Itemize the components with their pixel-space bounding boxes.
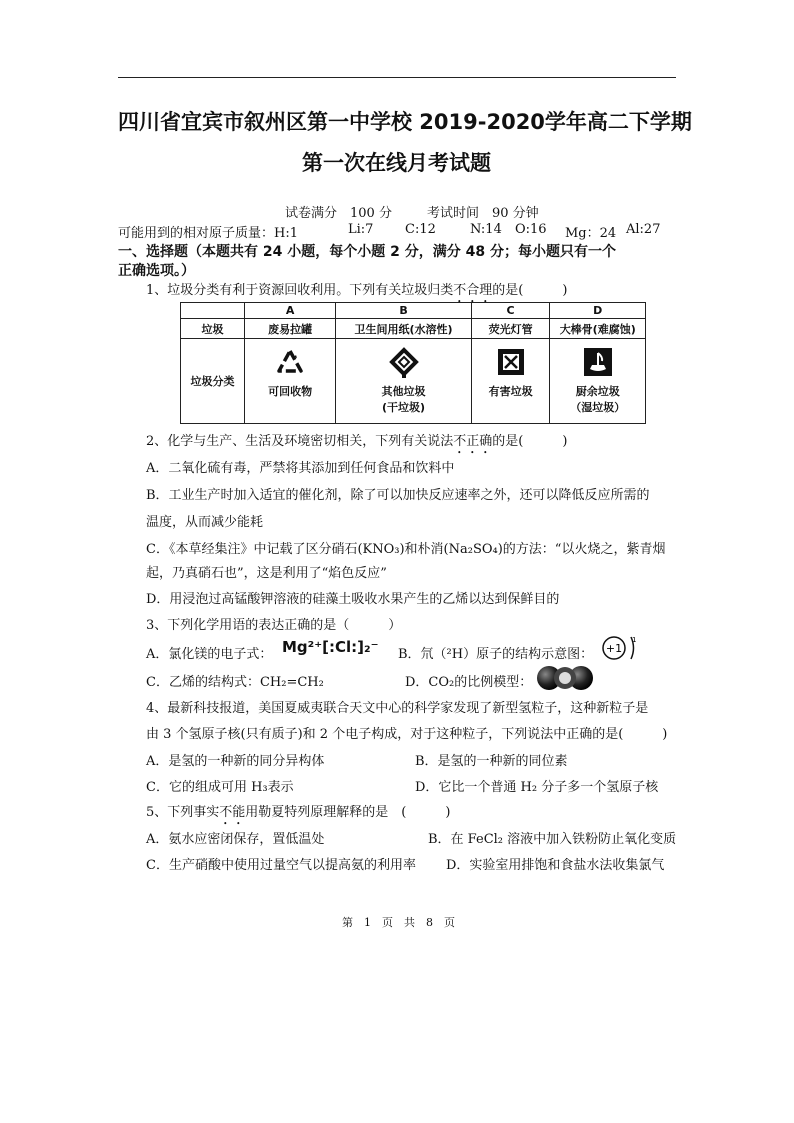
q5-stem-post: 用勒夏特列原理解释的是 ( ): [245, 805, 451, 820]
q4-option-a: A．是氢的一种新的同分异构体: [146, 754, 325, 769]
q3-option-b: B．氘（²H）原子的结构示意图：: [398, 647, 594, 662]
atomic-mass-li: Li:7: [348, 222, 374, 237]
time-info: 考试时间 90 分钟: [427, 206, 539, 221]
q5-option-c: C．生产硝酸中使用过量空气以提高氨的利用率: [146, 858, 416, 873]
q2-option-a: A．二氧化硫有毒，严禁将其添加到任何食品和饮料中: [146, 461, 455, 476]
atomic-mass-al: Al:27: [626, 222, 661, 237]
waste-table: [180, 302, 646, 424]
cell-d2-label: 厨余垃圾: [575, 385, 620, 398]
q5-option-a: A．氨水应密闭保存，置低温处: [146, 832, 325, 847]
q2-stem: [146, 430, 567, 457]
cell-c1: 荧光灯管: [471, 319, 550, 339]
co2-space-filling-model: [536, 664, 594, 692]
q2-option-d: D．用浸泡过高锰酸钾溶液的硅藻土吸收水果产生的乙烯以达到保鲜目的: [146, 592, 560, 607]
q1-stem-pre: 1、垃圾分类有利于资源回收利用。下列有关垃圾归类: [146, 283, 454, 298]
q2-option-c-line2: 起，乃真硝石也”，这是利用了“焰色反应”: [146, 566, 387, 581]
page-footer: 第 1 页 共 8 页: [342, 916, 455, 929]
col-a: A: [245, 303, 336, 319]
cell-d2: [550, 339, 646, 424]
q3-option-d: D．CO₂的比例模型：: [405, 675, 533, 690]
q2-stem-emph: 不正确: [453, 434, 493, 449]
table-row: [181, 339, 646, 424]
cell-a2: [245, 339, 336, 424]
header-rule: [118, 77, 676, 78]
other-waste-icon: [387, 347, 421, 379]
cell-b2: [336, 339, 471, 424]
svg-text:1: 1: [632, 636, 637, 644]
q5-option-d: D．实验室用排饱和食盐水法收集氯气: [446, 858, 665, 873]
cell-b2-label: 其他垃圾: [381, 385, 426, 398]
hazardous-icon: [494, 347, 528, 379]
q3-option-c: C．乙烯的结构式：CH₂=CH₂: [146, 675, 324, 690]
section-heading-line1: 一、选择题（本题共有 24 小题，每个小题 2 分，满分 48 分；每小题只有一个: [118, 244, 616, 260]
table-header-row: [181, 303, 646, 319]
q2-option-b-line1: B．工业生产时加入适宜的催化剂，除了可以加快反应速率之外，还可以降低反应所需的: [146, 488, 650, 503]
nucleus-charge: +1: [605, 642, 623, 655]
row-label-category: 垃圾分类: [181, 339, 245, 424]
row-label-trash: 垃圾: [181, 319, 245, 339]
q4-stem-line1: 4、最新科技报道，美国夏威夷联合天文中心的科学家发现了新型氢粒子，这种新粒子是: [146, 701, 649, 716]
cell-c2: [471, 339, 550, 424]
q5-stem: [146, 801, 450, 828]
q5-option-b: B．在 FeCl₂ 溶液中加入铁粉防止氧化变质: [428, 832, 677, 847]
atomic-mass-mg: Mg：24: [565, 226, 617, 241]
q3-stem: 3、下列化学用语的表达正确的是（ ）: [146, 618, 402, 633]
cell-b1: 卫生间用纸(水溶性): [336, 319, 471, 339]
score-info: 试卷满分 100 分: [285, 206, 392, 221]
q4-option-c: C．它的组成可用 H₃表示: [146, 780, 294, 795]
cell-a2-label: 可回收物: [268, 385, 313, 398]
cell-d1: 大棒骨(难腐蚀): [550, 319, 646, 339]
table-corner: [181, 303, 245, 319]
q2-stem-pre: 2、化学与生产、生活及环境密切相关，下列有关说法: [146, 434, 454, 449]
col-d: D: [550, 303, 646, 319]
q2-option-b-line2: 温度，从而减少能耗: [146, 515, 264, 530]
q5-stem-pre: 5、下列事实: [146, 805, 220, 820]
title-line1: 四川省宜宾市叙州区第一中学校 2019-2020学年高二下学期: [118, 110, 692, 134]
section-heading-line2: 正确选项。）: [118, 263, 195, 279]
col-c: C: [471, 303, 550, 319]
atomic-mass-o: O:16: [515, 222, 547, 237]
q1-stem-emph: 不合理: [453, 283, 493, 298]
cell-c2-label: 有害垃圾: [488, 385, 533, 398]
q1-stem-post: 的是( ): [492, 283, 568, 298]
kitchen-waste-icon: [581, 347, 615, 379]
q4-stem-line2: 由 3 个氢原子核(只有质子)和 2 个电子构成，对于这种粒子，下列说法中正确的是( ): [146, 727, 668, 742]
q2-stem-post: 的是( ): [492, 434, 568, 449]
q4-option-b: B．是氢的一种新的同位素: [415, 754, 568, 769]
title-line2: 第一次在线月考试题: [302, 151, 491, 175]
cell-d2-sub: （湿垃圾）: [570, 401, 626, 414]
q3-option-a: A．氯化镁的电子式：: [146, 647, 273, 662]
atomic-mass-label: 可能用到的相对原子质量：H:1: [118, 226, 298, 241]
q5-stem-emph: 不能: [219, 805, 246, 820]
cell-a1: 废易拉罐: [245, 319, 336, 339]
cell-b2-sub: (干垃圾): [382, 401, 426, 414]
q2-option-c-line1: C．《本草经集注》中记载了区分硝石(KNO₃)和朴消(Na₂SO₄)的方法：“以火烧之，紫青烟: [146, 542, 666, 557]
q4-option-d: D．它比一个普通 H₂ 分子多一个氢原子核: [415, 780, 659, 795]
atomic-mass-n: N:14: [470, 222, 502, 237]
mgcl2-electron-formula: Mg²⁺[:Cl:]₂⁻: [282, 638, 379, 656]
recyclable-icon: [273, 347, 307, 379]
deuterium-structure-diagram: [600, 633, 640, 663]
atomic-mass-c: C:12: [405, 222, 436, 237]
table-row: [181, 319, 646, 339]
col-b: B: [336, 303, 471, 319]
